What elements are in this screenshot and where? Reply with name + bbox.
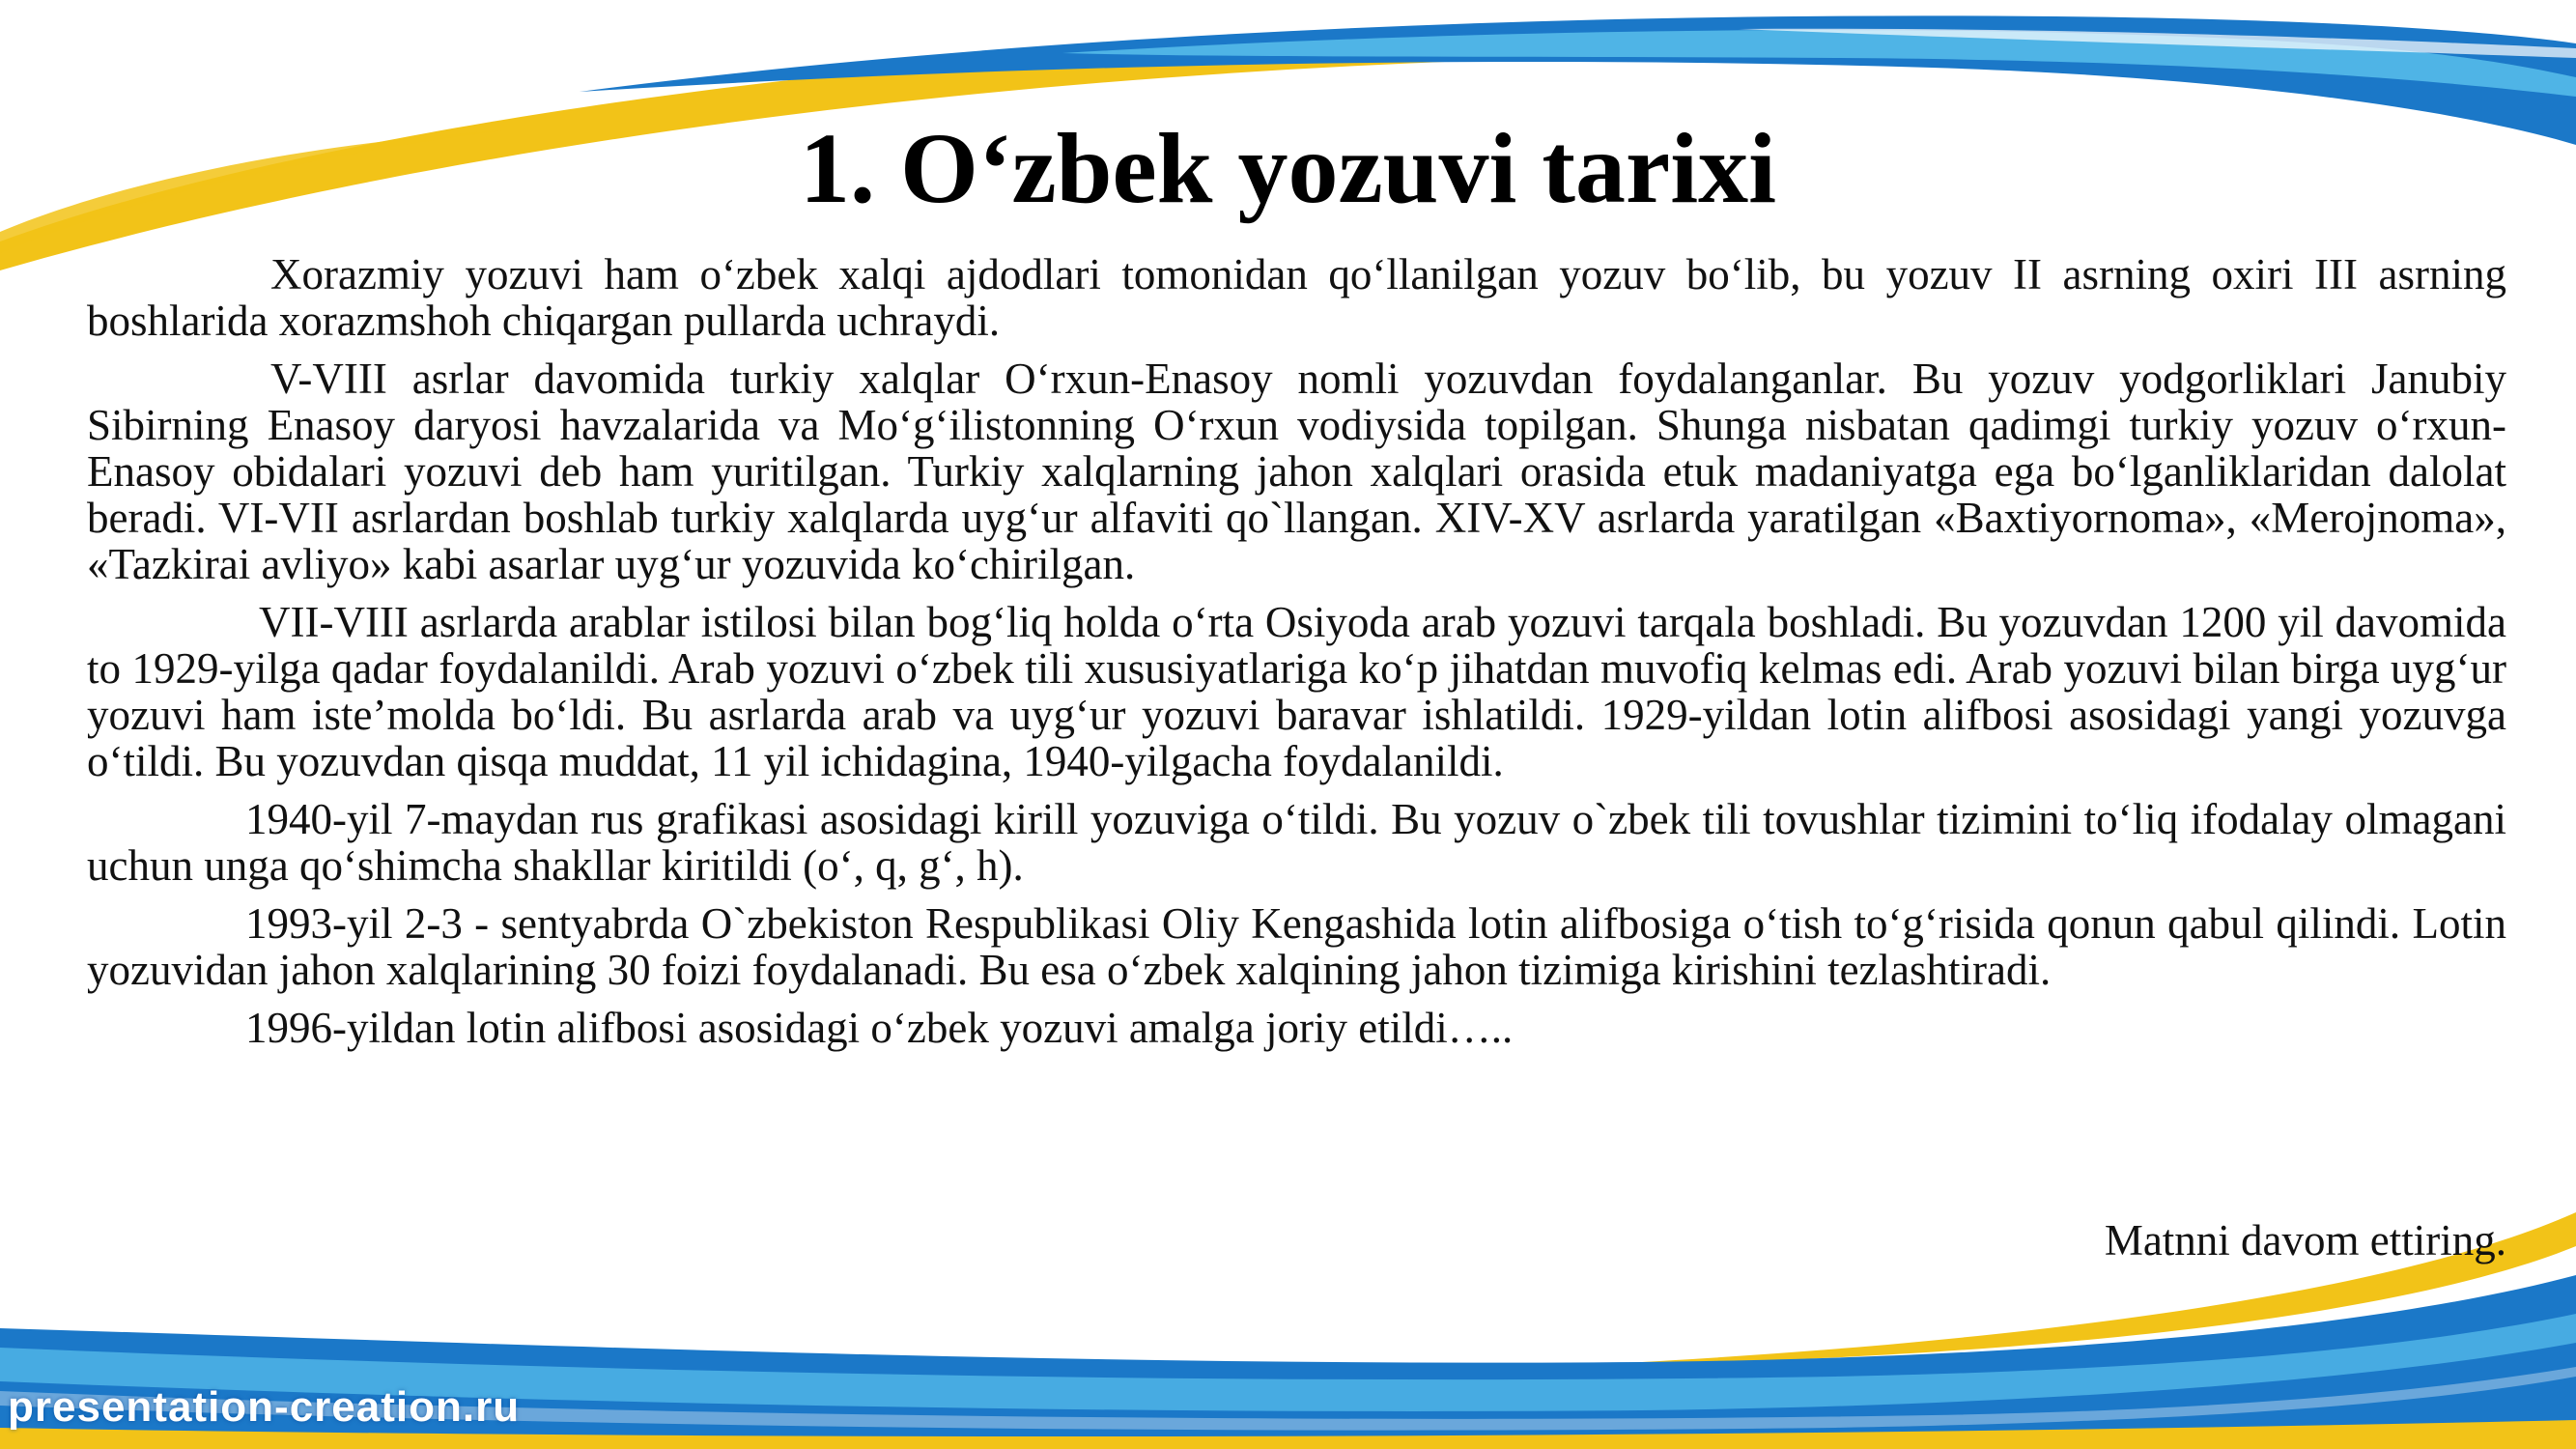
slide-title: 1. O‘zbek yozuvi tarixi	[799, 113, 1776, 224]
paragraph-latin-law-1993: 1993-yil 2-3 - sentyabrda O`zbekiston Respublikasi Oliy Kengashida lotin alifbosiga o‘tish to‘g‘risida qonun qabul qilindi. Lotin yozuvidan jahon xalqlarining 30 foizi foydalanadi. Bu esa o‘zbek xalqining jahon tizimiga kirishini tezlashtiradi.	[87, 899, 2506, 994]
paragraph-latin-1996: 1996-yildan lotin alifbosi asosidagi o‘zbek yozuvi amalga joriy etildi…..	[245, 1004, 1514, 1052]
closing-prompt: Matnni davom ettiring.	[2104, 1216, 2506, 1264]
paragraph-khorezm-script: Xorazmiy yozuvi ham o‘zbek xalqi ajdodlari tomonidan qo‘llanilgan yozuv bo‘lib, bu yozuv II asrning oxiri III asrning boshlarida xorazmshoh chiqargan pullarda uchraydi.	[87, 250, 2506, 345]
paragraph-orkhon-yenisei-script: V-VIII asrlar davomida turkiy xalqlar O‘rxun-Enasoy nomli yozuvdan foydalanganlar. Bu yozuv yodgorliklari Janubiy Sibirning Enasoy daryosi havzalarida va Mo‘g‘ilistonning O‘rxun vodiysida topilgan. Shunga nisbatan qadimgi turkiy yozuv o‘rxun-Enasoy obidalari yozuvi deb ham yuritilgan. Turkiy xalqlarning jahon xalqlari orasida etuk madaniyatga ega bo‘lganliklaridan dalolat beradi. VI-VII asrlardan boshlab turkiy xalqlarda uyg‘ur alfaviti qo`llangan. XIV-XV asrlarda yaratilgan «Baxtiyornoma», «Merojnoma», «Tazkirai avliyo» kabi asarlar uyg‘ur yozuvida ko‘chirilgan.	[87, 355, 2506, 588]
slide-body-text	[87, 251, 2506, 1063]
paragraph-arabic-script: VII-VIII asrlarda arablar istilosi bilan bog‘liq holda o‘rta Osiyoda arab yozuvi tarqala boshladi. Bu yozuvdan 1200 yil davomida to 1929-yilga qadar foydalanildi. Arab yozuvi o‘zbek tili xususiyatlariga ko‘p jihatdan muvofiq kelmas edi. Arab yozuvi bilan birga uyg‘ur yozuvi ham iste’molda bo‘ldi. Bu asrlarda arab va uyg‘ur yozuvi baravar ishlatildi. 1929-yildan lotin alifbosi asosidagi yangi yozuvga o‘tildi. Bu yozuvdan qisqa muddat, 11 yil ichidagina, 1940-yilgacha foydalanildi.	[87, 598, 2506, 785]
paragraph-cyrillic-script: 1940-yil 7-maydan rus grafikasi asosidagi kirill yozuviga o‘tildi. Bu yozuv o`zbek tili tovushlar tizimini to‘liq ifodalay olmagani uchun unga qo‘shimcha shakllar kiritildi (o‘, q, g‘, h).	[87, 795, 2506, 890]
watermark-logo: presentation-creation.ru	[8, 1383, 521, 1431]
